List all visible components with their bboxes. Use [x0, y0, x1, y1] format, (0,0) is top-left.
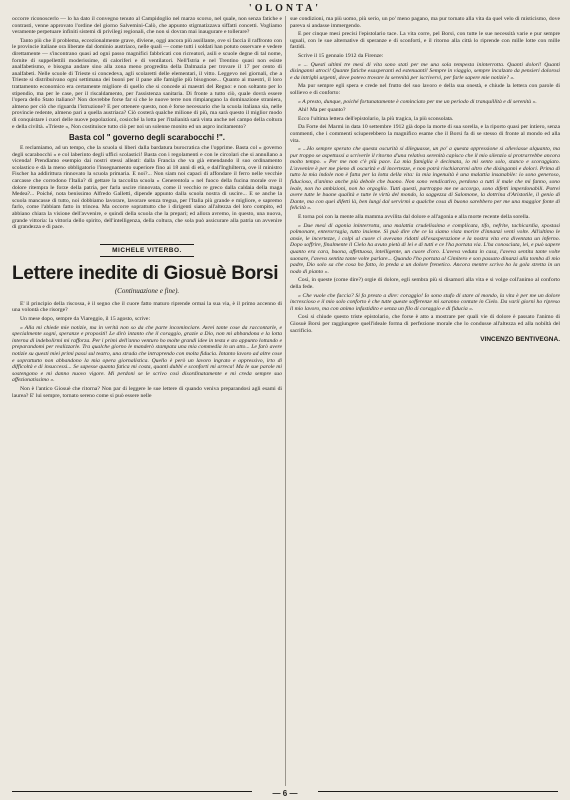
paragraph: Un mese dopo, sempre da Viareggio, il 15 agosto, scrive:	[20, 316, 151, 322]
paragraph: Ecco l'ultima lettera dell'epistolario, la più tragica, la più sconsolata.	[298, 115, 454, 122]
letter-quote: « ...Ho sempre sperato che questa oscurità si dileguasse, un po' a questa oppressione si alleviasse alquanto, ma pur troppo se aspettassi a scriverle il ritorno d'una relativa serenità capisco che il mio silenzio si protrarrebbe ancora molto tempo. « Per me non c'è più pace. La mia famiglia è decimata, io mi sento solo, stanco e scoraggiato. L'avvenire è per me pieno di oscurità e di incertezze, e non potrà rischiararmi altro che disinganni e dolori. Prima di tutto la mia indole non è fatta per la lotta della vita: la mia ingenuità è una malattia insanabile: io sono generoso, fiducioso, d'animo anche più debole che buono. Non sono vendicativo, perdono a tutti il male che mi fanno, sono leale, non ho ambizioni, non ho orgoglio. Tutti questi, purtroppo me ne accorgo, sono difetti imperdonabili. Potrei avere tutte le buone qualità e tutte le virtù del mondo, la saggezza di Salomone, la dottrina d'Aristotile, il genio di Dante, ma con quei difetti là, ben lungi dal servirmi a qualche cosa di buono sarebbero per me una maggior fonte di felicità ».	[290, 146, 560, 212]
letter-quote: « Che vuole che faccia? Si fa presto a dire: coraggio! Io sono stufo di stare al mondo, la vita è per me un dolore increscioso e il mio solo conforto è che tutte queste sofferenze mi saranno contate in Cielo. Da varii giorni ho ripreso il mio lavoro, ma con animo infastidito e senza un filo di coraggio e di fiducia ».	[290, 292, 560, 312]
paragraph: Così si chiude questo triste epistolario, che forse è atto a mostrare per quali vie di dolore è passato l'animo di Giosuè Borsi per raggiungere quell'ideale forma di perfezione morale che lo condusse all'altezza ed alla nobiltà del sacrificio.	[290, 314, 560, 334]
section-heading: Basta col " governo degli scarabocchi !".	[68, 133, 226, 143]
page-number: — 6 —	[272, 789, 298, 798]
paragraph: E' il principio della riscossa, è il segno che il cuore fatto maturo riprende ormai la sua via, è il primo accenno di una volontà che risorge?	[12, 300, 282, 314]
author-signature: MICHELE VITERBO.	[100, 244, 194, 257]
paragraph: E reclamiamo, ad un tempo, che la scuola si liberi dalla bardatura burocratica che l'opprime. Basta col « governo degli scarabocchi » e col laberinto degli uffici scolastici! Basta con i regolamenti e con le circolari che si annullano a vicenda! Prendiamo esempio dai nostri stessi alleati: dalla Francia che va già emendando il suo ordinamento scolastico e dà la meno obbligatorio l'insegnamento superiore fino ai 18 anni di età, e dall'Inghilterra, ove il ministro Fischer ha addirittura rinnovato la scuola primaria. E noi?... Non siam noi capaci di affondare il ferro nelle vecchie carcasse che corrodono l'Italia? di gettare la taccolita scuola « Cenerentola » nel fuoco della fucina morale ove il dolore ritempra le forze della patria, per farla uscire rinnovata, come il vecchio re greco dalla caldaia della maga Medea?... Poiché, nota benissimo Alfredo Galletti, dipende appunto dalla scuola nostra di uscire... E se anche la scuola mancasse di tutto, noi dobbiamo lavorare, lavorare senza tregua, per l'Italia più grande e migliore, e sapremo farlo, come l'abbiam fatto in trincea. Ma occorre soprattutto che i dirigenti siano all'altezza del loro compito, ed abbiano chiara la visione dell'avvenire, e quindi della scuola che la prepari; ed allora avremo, in questo, una nuova, grande vittoria: la vittoria dello spirito, dell'intelligenza, della coltura, che sola può assicurare alla patria un avvenire di grandezza e di pace.	[12, 145, 282, 231]
letter-quote: « Alla mi chiede mie notizie, ma in verità non so da che parte incominciare. Avrei tante cose da raccontarle, e specialmente sogni, speranze e propositi! Le dirò intanto che il coraggio, grazie a Dio, non mi abbandona e la lotta interna di indebolirmi mi rafforza. Per i primi dell'anno venturo ho molte grandi idee in testa e sto appunto lottando e preparandomi per realizzarle. Tra qualche giorno le manderò stampata una mia commedia in un atto... Le farò avere notizie su questi miei primi passi sul teatro, una strada che intraprendo con molta fiducia. Intanto lavoro ad altre cose e soprattutto non abbandono la mia opera giornalistica. Quello è però un lavoro ingrato e oppressivo, irto di difficoltà e di insuccessi... Se sapesse quanta fatica mi costa, quanti dubbi e sconforti mi arreca! Ma le sue parole mi sostengono e mi danno nuovo vigore. Mi perdoni se le scrivo così disordinatamente e mi creda sempre suo affezionatissimo ».	[12, 324, 282, 384]
paragraph: Scrive il 15 gennaio 1912 da Firenze:	[298, 52, 384, 59]
letter-quote: « Due mesi di agonia ininterrotta, una malattia crudelissima e complicata, tifo, nefrite, tachicardia, spostasi polmonare, enterorragia, tutto insieme. Si può dire che ce la siamo vista morire d'innanzi venti volte. All'ultimo le ansie, le incertezze, i colpi al cuore ci avevano ridotti all'esasperazione e la nostra vita era diventata un inferno. Dopo soffrire, finalmente il Cielo ha avuto pietà di lei e di tutti e ce l'ha portata via. L'ha conosciuta, lei, e può sapere quanto era cara, buona, affettuosa, intelligente, un cuore d'oro. L'aveva veduta in casa, l'aveva sentita tante volte suonare, l'aveva sentita tante volte parlare... Quando l'ho portata al Cimitero e son passato dinanzi alla tomba di mio padre, Dio solo sa che cosa ho fatto, in preda a un dolore frenetico. Ancora mentre scrivo ho la gola stretta in un nodo di pianto ».	[290, 222, 560, 275]
article-title: Lettere inedite di Giosuè Borsi	[12, 262, 279, 284]
column-divider	[285, 16, 286, 786]
paragraph: Non è l'antico Giosuè che ritorna? Non par di leggere le sue lettere di quando veniva preparandosi agli esami di laurea? E' lui sempre, tornato sereno come si può essere nelle	[12, 385, 282, 399]
article-subtitle: (Continuazione e fine).	[114, 286, 180, 295]
paragraph: sue condizioni, ma più uomo, più serio, un po' meno pagano, ma pur tornato alla vita da quel velo di misticismo, dove pareva si andasse immergendo.	[290, 16, 560, 29]
right-column	[290, 16, 560, 788]
author-signature: VINCENZO BENTIVEGNA.	[480, 336, 560, 344]
letter-quote: « ... Questi ultimi tre mesi di vita sono stati per me una sola tempesta ininterrotta. Quanti dolori! Quanti disinganni atroci! Quante fatiche esasperanti ed estenuanti! Sempre in viaggio, sempre incalzato da pensieri dolorosi e da intrighi urgenti, dove potevo trovare la serenità per iscrivervi, per farle sapere mie notizie? ».	[290, 61, 560, 81]
left-column	[12, 16, 282, 788]
running-title: 'OLONTA'	[248, 3, 322, 14]
paragraph: Da Forte dei Marmi in data 10 settembre 1912 già dopo la morte di sua sorella, e la riporto quasi per intiero, senza commenti, che i commenti sciuperebbero la magnifico esame che il Borsi fa di se stesso di fronte al mondo ed alla vita.	[290, 124, 560, 144]
paragraph: Ahi! Ma per quanto?	[298, 107, 346, 114]
paragraph: Ma pur sempre egli spera e crede nel frutto del suo lavoro e della sua onestà, e chiude la lettera con parole di sollievo e di conforto:	[290, 83, 560, 96]
paragraph: E torna poi con la mente alla mamma avvilita dal dolore e all'agonia e alla morte recente della sorella.	[298, 214, 530, 221]
letter-quote: « A presto, dunque, poiché fortunatamente è cominciato per me un periodo di tranquillità e di serenità ».	[298, 98, 537, 105]
paragraph: occorre riconoscerlo — lo ha dato il convegno tenuto al Campidoglio nel marzo scorso, nel quale, non senza fatiche e contrasti, venne approvato l'ordine del giorno Salvemini-Calò, che appunto stigmatizzava siffatti concetti. Vogliamo veramente perpetuare infiniti sistemi di privilegi regionali, che non si dovran mai inaugurare e tollerare?	[12, 16, 282, 36]
paragraph: Così, in queste (come dire?) orgie di dolore, egli sembra più si disamori alla vita e si volge coll'animo al conforto della fede.	[290, 277, 560, 290]
paragraph: E per cinque mesi precisi l'epistolario tace. La vita corre, pel Borsi, con tutte le sue necessità varie e pur sempre uguali, con le sue alternative di speranze e di sconforti, e il ritorno alla città lo riprende con mille lotte con mille fastidi.	[290, 31, 560, 51]
author-signature-box	[12, 237, 282, 257]
paragraph: Tanto più che il problema, eccezionalmente grave, diviene, oggi ancora più assillante, ove si faccia il raffronto con le provincie italiane ora liberate dal dominio austriaco, nelle quali — come tutti i soldati han potuto osservare e vedere direttamente — s'incontrano quasi ad ogni passo magnifici fabbricati con ricreatori, asili e scuole degne di tal nome, fornite di suppellettili moderissime, di caloriferi e di ventilatori. Nell'Istria e nel Trentino quasi non esiste analfabetismo, e bisogna andare sino alla zona meno progredita della Dalmazia per trovare il 17 per cento di analfabeti. Nelle scuole di Trieste si concedeva, agli scolaretti delle elementari, il vitto. Leggevo nei giornali, che a Trieste si distribuivano ogni settimana dei buoni per il pane alle famiglie più bisognose... Quanto ai maestri, il loro trattamento economico era certamente migliore di quello che si concede ai maestri del Regno: e non soltanto per lo stipendio, ma per le case, per il riscaldamento, per l'assistenza sanitaria. Di fronte a tutto ciò, quale dovrà essere l'opera dello Stato italiano? Non dovrebbe forse far sì che le nuove terre non rimpiangano la dominazione straniera, almeno per ciò che riguarda l'istruzione? E per ottenere questo, non è forse necessario che la scuola italiana sia, nelle provincie redente, almeno pari a quella austriaca? Ciò costerà qualche milione di più, ma sarà questo il miglior modo di conquistare i cuori delle nuove popolazioni, cosicché la lotta per l'italianità sarà vinta anche nel campo della coltura e della civiltà. «Trieste », Non costituisce tutto ciò per noi un solenne monito ed un aspro incitamento?	[12, 37, 282, 130]
